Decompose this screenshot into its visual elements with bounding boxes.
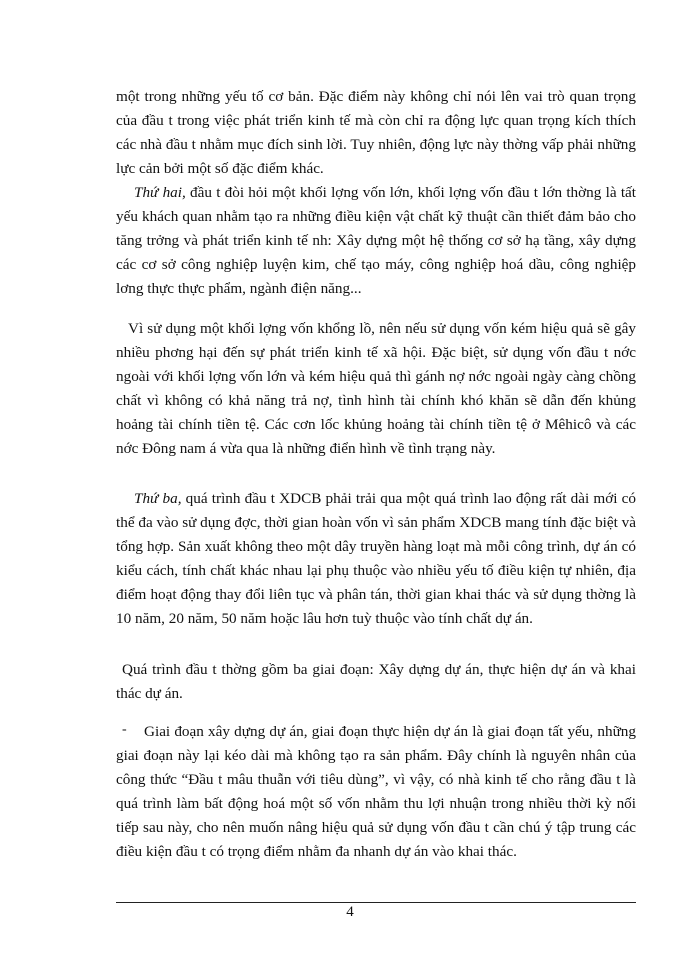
paragraph-3-text: Vì sử dụng một khối lợng vốn khổng lồ, nên nếu sử dụng vốn kém hiệu quả sẽ gây nhiều phơng hại đến sự phát triển kinh tế xã hội. Đặc biệt, sử dụng vốn đầu t nớc ngoài với khối lợng vốn lớn và kém hiệu quả thì gánh nợ nớc ngoài ngày càng chồng chất vì không có khả năng trả nợ, tình hình tài chính khó khăn sẽ dẫn đến khủng hoảng tài chính tiền tệ. Các cơn lốc khủng hoảng tài chính tiền tệ ở Mêhicô và các nớc Đông nam á vừa qua là những điển hình về tình trạng này. — [116, 320, 636, 457]
paragraph-1-text: một trong những yếu tố cơ bản. Đặc điểm này không chỉ nói lên vai trò quan trọng của đầu t trong việc phát triển kinh tế mà còn chỉ ra động lực quan trọng kích thích các nhà đầu t nhằm mục đích sinh lời. Tuy nhiên, động lực này thờng vấp phải những lực cản bởi một số đặc điểm khác. — [116, 88, 636, 177]
paragraph-4-lead: Thứ ba, — [134, 490, 182, 507]
paragraph-6-text: Giai đoạn xây dựng dự án, giai đoạn thực hiện dự án là giai đoạn tất yếu, những giai đoạn này lại kéo dài mà không tạo ra sản phẩm. Đây chính là nguyên nhân của công thức “Đầu t mâu thuẫn với tiêu dùng”, vì vậy, có nhà kinh tế cho rằng đầu t là quá trình làm bất động hoá một số vốn nhằm thu lợi nhuận trong nhiều thời kỳ nối tiếp sau này, cho nên muốn nâng hiệu quả sử dụng vốn đầu t cần chú ý tập trung các điều kiện đầu t có trọng điểm nhằm đa nhanh dự án vào khai thác. — [116, 723, 636, 860]
paragraph-6 — [116, 720, 636, 864]
list-bullet: - — [122, 722, 127, 737]
paragraph-5 — [116, 658, 636, 706]
paragraph-2-lead: Thứ hai, — [134, 184, 186, 201]
page-number: 4 — [346, 904, 354, 920]
paragraph-1 — [116, 85, 636, 181]
paragraph-4 — [116, 487, 636, 631]
paragraph-2 — [116, 181, 636, 301]
paragraph-3 — [116, 317, 636, 461]
paragraph-4-text: quá trình đầu t XDCB phải trải qua một quá trình lao động rất dài mới có thể đa vào sử dụng đợc, thời gian hoàn vốn vì sản phẩm XDCB mang tính đặc biệt và tổng hợp. Sản xuất không theo một dây truyền hàng loạt mà mỗi công trình, dự án có kiểu cách, tính chất khác nhau lại phụ thuộc vào nhiều yếu tố điều kiện tự nhiên, địa điểm hoạt động thay đổi liên tục và phân tán, thời gian khai thác và sử dụng thờng là 10 năm, 20 năm, 50 năm hoặc lâu hơn tuỳ thuộc vào tính chất dự án. — [116, 490, 636, 627]
paragraph-2-text: đầu t đòi hỏi một khối lợng vốn lớn, khối lợng vốn đầu t lớn thờng là tất yếu khách quan nhằm tạo ra những điều kiện vật chất kỹ thuật cần thiết đảm bảo cho tăng trởng và phát triển kinh tế nh: Xây dựng một hệ thống cơ sở hạ tầng, xây dựng các cơ sở công nghiệp luyện kim, chế tạo máy, công nghiệp hoá dầu, công nghiệp lơng thực thực phẩm, ngành điện năng... — [116, 184, 636, 297]
paragraph-5-text: Quá trình đầu t thờng gồm ba giai đoạn: Xây dựng dự án, thực hiện dự án và khai thác dự án. — [116, 661, 636, 702]
